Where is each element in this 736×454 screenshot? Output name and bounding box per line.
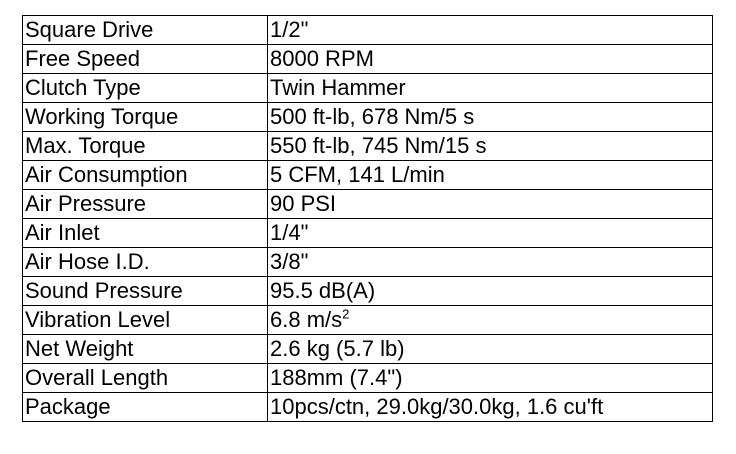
spec-label: Package (23, 393, 268, 422)
spec-value (268, 306, 713, 335)
spec-label: Working Torque (23, 103, 268, 132)
spec-label: Free Speed (23, 45, 268, 74)
spec-value: 1/2" (268, 16, 713, 45)
table-row (23, 190, 713, 219)
spec-value: 8000 RPM (268, 45, 713, 74)
spec-value: Twin Hammer (268, 74, 713, 103)
table-row (23, 364, 713, 393)
spec-table (22, 15, 713, 422)
table-row (23, 103, 713, 132)
spec-value: 3/8" (268, 248, 713, 277)
spec-label: Air Consumption (23, 161, 268, 190)
table-row (23, 219, 713, 248)
spec-table-body (23, 16, 713, 422)
table-row (23, 393, 713, 422)
spec-label: Air Pressure (23, 190, 268, 219)
spec-label: Square Drive (23, 16, 268, 45)
spec-value: 500 ft-lb, 678 Nm/5 s (268, 103, 713, 132)
table-row (23, 74, 713, 103)
spec-value: 1/4" (268, 219, 713, 248)
spec-value: 95.5 dB(A) (268, 277, 713, 306)
table-row (23, 306, 713, 335)
spec-label: Overall Length (23, 364, 268, 393)
spec-value: 188mm (7.4") (268, 364, 713, 393)
table-row (23, 45, 713, 74)
spec-label: Sound Pressure (23, 277, 268, 306)
spec-label: Vibration Level (23, 306, 268, 335)
spec-value: 2.6 kg (5.7 lb) (268, 335, 713, 364)
spec-value: 550 ft-lb, 745 Nm/15 s (268, 132, 713, 161)
spec-label: Max. Torque (23, 132, 268, 161)
spec-value: 10pcs/ctn, 29.0kg/30.0kg, 1.6 cu'ft (268, 393, 713, 422)
table-row (23, 248, 713, 277)
table-row (23, 277, 713, 306)
table-row (23, 16, 713, 45)
spec-value: 90 PSI (268, 190, 713, 219)
spec-value: 5 CFM, 141 L/min (268, 161, 713, 190)
spec-label: Net Weight (23, 335, 268, 364)
table-row (23, 335, 713, 364)
superscript: 2 (342, 306, 350, 322)
spec-label: Clutch Type (23, 74, 268, 103)
table-row (23, 132, 713, 161)
table-row (23, 161, 713, 190)
spec-label: Air Hose I.D. (23, 248, 268, 277)
spec-value-text: 6.8 m/s (270, 307, 343, 332)
spec-label: Air Inlet (23, 219, 268, 248)
